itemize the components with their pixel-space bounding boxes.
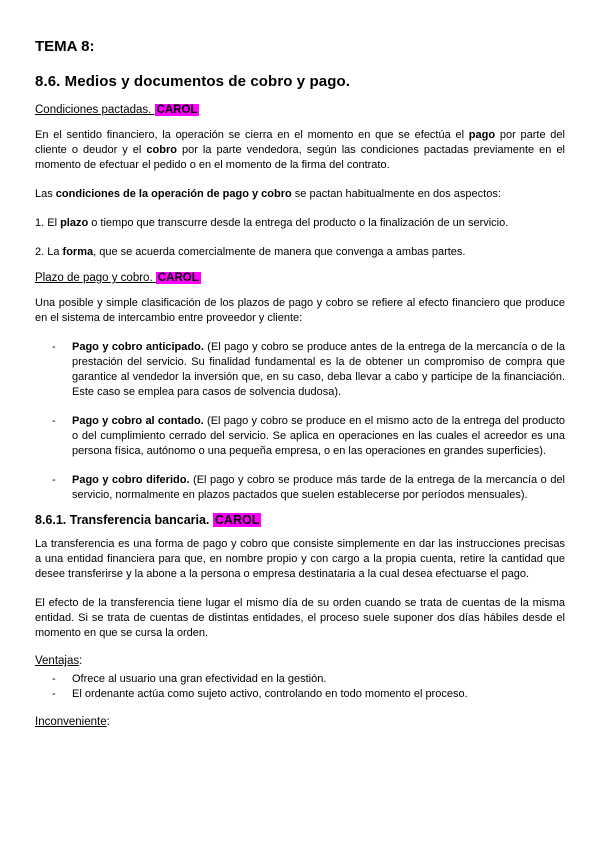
- list-item: - Pago y cobro anticipado. (El pago y cobro se produce antes de la entrega de la mercancía o de la prestación del servicio. Su finalidad fundamental es la de obtener un compromiso de compra que garantice al vendedor la inversión que, en su caso, deba llevar a cabo y participe de la financiación. Este caso se emplea para casos de solvencia dudosa).: [52, 341, 565, 398]
- plazo-list: [35, 340, 565, 503]
- sec1-paragraph-1: En el sentido financiero, la operación se cierra en el momento en que se efectúa el pago por parte del cliente o deudor y el cobro por la parte vendedora, según las condiciones pactadas previamente en el momento de efectuar el pedido o en el momento de la firma del contrato.: [35, 129, 566, 171]
- sec3-paragraph-2: El efecto de la transferencia tiene lugar el mismo día de su orden cuando se trata de cuentas de la misma entidad. Si se trata de cuentas de distintas entidades, el proceso suele suponer dos días hábiles desde el momento en que se cursa la orden.: [35, 597, 565, 639]
- sec2-heading: Plazo de pago y cobro. CAROL: [35, 272, 199, 284]
- tema-heading: TEMA 8:: [35, 38, 95, 55]
- carol-tag: CAROL: [156, 104, 198, 116]
- sec1-paragraph-4: 2. La forma, que se acuerda comercialmente de manera que convenga a ambas partes.: [35, 246, 466, 258]
- ventajas-list: [35, 672, 565, 702]
- sec1-heading: Condiciones pactadas. CAROL: [35, 104, 198, 116]
- list-item: - Pago y cobro diferido. (El pago y cobro se produce más tarde de la entrega de la mercancía o del servicio, normalmente en plazos pactados que suelen establecerse por períodos mensuales).: [52, 474, 565, 501]
- carol-tag: CAROL: [214, 513, 260, 527]
- inconveniente-heading: Inconveniente:: [35, 716, 110, 728]
- sec1-paragraph-2: Las condiciones de la operación de pago y cobro se pactan habitualmente en dos aspectos:: [35, 188, 501, 200]
- sec3-paragraph-1: La transferencia es una forma de pago y cobro que consiste simplemente en dar las instrucciones precisas a una entidad financiera para que, en nombre propio y con cargo a la propia cuenta, retire la cantidad que desee transferirse y la abone a la persona o empresa destinataria a la cual desea efectuarse el pago.: [35, 538, 565, 580]
- section-title: 8.6. Medios y documentos de cobro y pago.: [35, 73, 350, 90]
- ventajas-heading: Ventajas:: [35, 655, 83, 667]
- document-page: [35, 30, 565, 728]
- sec2-intro: Una posible y simple clasificación de los plazos de pago y cobro se refiere al efecto financiero que produce en el sistema de intercambio entre proveedor y cliente:: [35, 297, 565, 324]
- sec3-heading: 8.6.1. Transferencia bancaria. CAROL: [35, 513, 260, 527]
- list-item: - Pago y cobro al contado. (El pago y cobro se produce en el mismo acto de la entrega del producto o del cumplimiento cerrado del servicio. Se aplica en operaciones en las cuales el acreedor es una persona física, autónomo o una pequeña empresa, o en las operaciones en grandes superficies).: [52, 415, 565, 457]
- sec1-paragraph-3: 1. El plazo o tiempo que transcurre desde la entrega del producto o la finalización de un servicio.: [35, 217, 509, 229]
- list-item: - El ordenante actúa como sujeto activo, controlando en todo momento el proceso.: [52, 688, 468, 700]
- carol-tag: CAROL: [157, 272, 199, 284]
- list-item: - Ofrece al usuario una gran efectividad en la gestión.: [52, 673, 327, 685]
